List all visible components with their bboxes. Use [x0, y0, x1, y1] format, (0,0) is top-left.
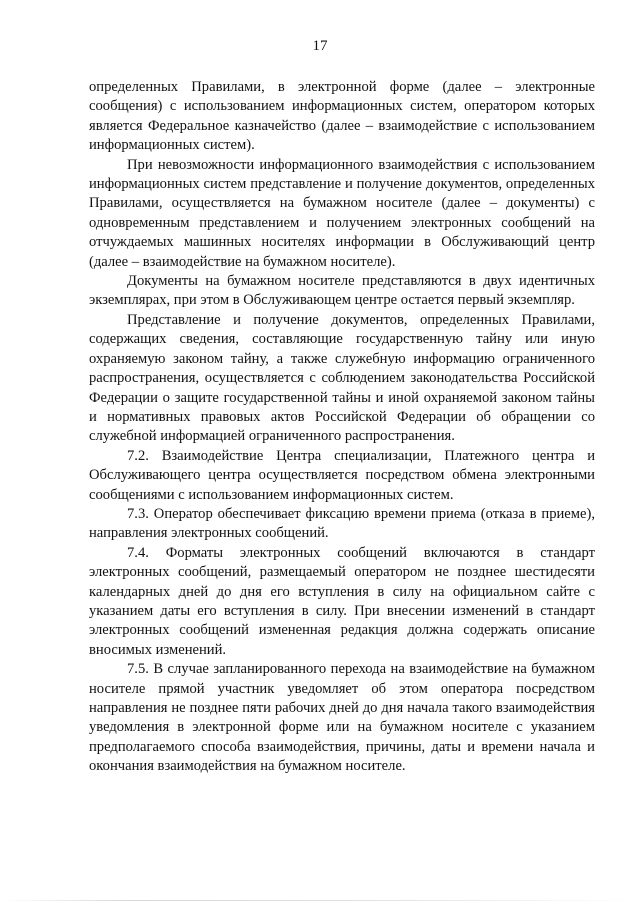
paragraph-state-secret: Представление и получение документов, определенных Правилами, содержащих сведения, составляющие государственную тайну или иную охраняемую законом тайну, а также служебную информацию ограниченного распространения, осуществляется с соблюдением законодательства Российской Федерации о защите государственной тайны и иной охраняемой законом тайны и нормативных правовых актов Российской Федерации об обращении со служебной информацией ограниченного распространения. — [89, 311, 595, 445]
document-body — [89, 78, 595, 777]
page-number: 17 — [312, 38, 328, 54]
paragraph-clause-7-2: 7.2. Взаимодействие Центра специализации, Платежного центра и Обслуживающего центра осуществляется посредством обмена электронными сообщениями с использованием информационных систем. — [89, 447, 595, 503]
paragraph-paper-copies: Документы на бумажном носителе представляются в двух идентичных экземплярах, при этом в Обслуживающем центре остается первый экземпляр. — [89, 273, 595, 309]
paragraph-paper-interaction: При невозможности информационного взаимодействия с использованием информационных систем представление и получение документов, определенных Правилами, осуществляется на бумажном носителе (далее – документы) с одновременным представлением и получением электронных сообщений на отчуждаемых машинных носителях информации в Обслуживающий центр (далее – взаимодействие на бумажном носителе). — [89, 156, 595, 270]
paragraph-continuation: определенных Правилами, в электронной форме (далее – электронные сообщения) с использованием информационных систем, оператором которых является Федеральное казначейство (далее – взаимодействие с использованием информационных систем). — [89, 79, 595, 154]
paragraph-clause-7-4: 7.4. Форматы электронных сообщений включаются в стандарт электронных сообщений, размещаемый оператором не позднее шестидесяти календарных дней до дня его вступления в силу на официальном сайте с указанием даты его вступления в силу. При внесении изменений в стандарт электронных сообщений измененная редакция должна содержать описание вносимых изменений. — [89, 544, 595, 658]
scan-edge-line — [0, 900, 640, 901]
paragraph-clause-7-5: 7.5. В случае запланированного перехода на взаимодействие на бумажном носителе прямой участник уведомляет об этом оператора посредством направления не позднее пяти рабочих дней до дня начала такого взаимодействия уведомления в электронной форме или на бумажном носителе с указанием предполагаемого способа взаимодействия, причины, даты и времени начала и окончания взаимодействия на бумажном носителе. — [89, 661, 595, 775]
paragraph-clause-7-3: 7.3. Оператор обеспечивает фиксацию времени приема (отказа в приеме), направления электронных сообщений. — [89, 505, 595, 542]
